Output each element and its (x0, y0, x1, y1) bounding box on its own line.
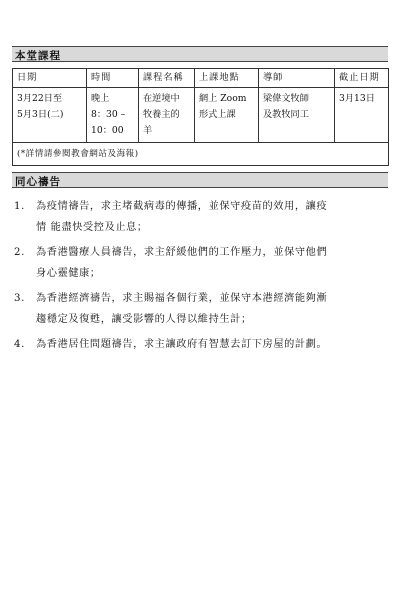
prayer-number: 3. (14, 293, 25, 304)
prayer-line: 為香港居住問題禱告，求主讓政府有智慧去訂下房屋的計劃。 (36, 339, 328, 350)
cell-instructor-line: 及教牧同工 (263, 109, 309, 120)
prayer-line: 為疫情禱告，求主堵截病毒的傳播，並保守疫苗的效用，讓疫 (36, 201, 328, 212)
prayer-line: 為香港醫療人員禱告，求主舒緩他們的工作壓力，並保守他們 (36, 247, 328, 258)
prayer-section-header (12, 172, 388, 188)
list-item (12, 288, 382, 330)
prayer-section-title: 同心禱告 (15, 176, 61, 188)
cell-course-name-line: 牧養主的 (143, 109, 180, 120)
course-section-header (12, 46, 388, 62)
cell-deadline-line: 3月13日 (339, 93, 375, 104)
list-item (12, 196, 382, 238)
header-course-name: 課程名稱 (139, 69, 195, 88)
course-section-title: 本堂課程 (15, 50, 61, 62)
header-time: 時間 (87, 69, 139, 88)
prayer-line: 為香港經濟禱告，求主賜福各個行業，並保守本港經濟能夠漸 (36, 293, 328, 304)
header-location: 上課地點 (195, 69, 259, 88)
table-row (13, 88, 389, 143)
prayer-list (12, 196, 382, 359)
cell-location-line: 網上 Zoom (199, 93, 247, 104)
cell-time-line: 晚上 (91, 93, 110, 104)
cell-time-line: 10：00 (91, 125, 124, 136)
prayer-line: 趨穩定及復甦，讓受影響的人得以維持生計； (36, 314, 252, 325)
cell-instructor (259, 88, 335, 143)
prayer-number: 2. (14, 247, 25, 258)
cell-deadline (335, 88, 389, 143)
cell-course-name-line: 羊 (143, 125, 153, 136)
course-note-row (13, 143, 389, 166)
header-instructor: 導師 (259, 69, 335, 88)
header-date: 日期 (13, 69, 87, 88)
prayer-number: 1. (14, 201, 25, 212)
course-table (12, 68, 389, 166)
cell-course-name-line: 在逆境中 (143, 93, 180, 104)
cell-time (87, 88, 139, 143)
prayer-number: 4. (14, 339, 25, 350)
cell-date (13, 88, 87, 143)
cell-date-line: 5月3日(二) (17, 109, 64, 120)
course-table-header-row (13, 69, 389, 88)
cell-instructor-line: 梁偉文牧師 (263, 93, 309, 104)
cell-time-line: 8：30 – (91, 109, 126, 120)
header-deadline: 截止日期 (335, 69, 389, 88)
cell-date-line: 3月22日至 (17, 93, 63, 104)
prayer-line: 情 能盡快受控及止息； (36, 222, 148, 233)
list-item (12, 242, 382, 284)
list-item (12, 334, 382, 355)
prayer-line: 身心靈健康； (36, 268, 101, 279)
cell-course-name (139, 88, 195, 143)
cell-location (195, 88, 259, 143)
course-note: (*詳情請參閱教會網站及海報) (13, 143, 389, 166)
cell-location-line: 形式上課 (199, 109, 236, 120)
